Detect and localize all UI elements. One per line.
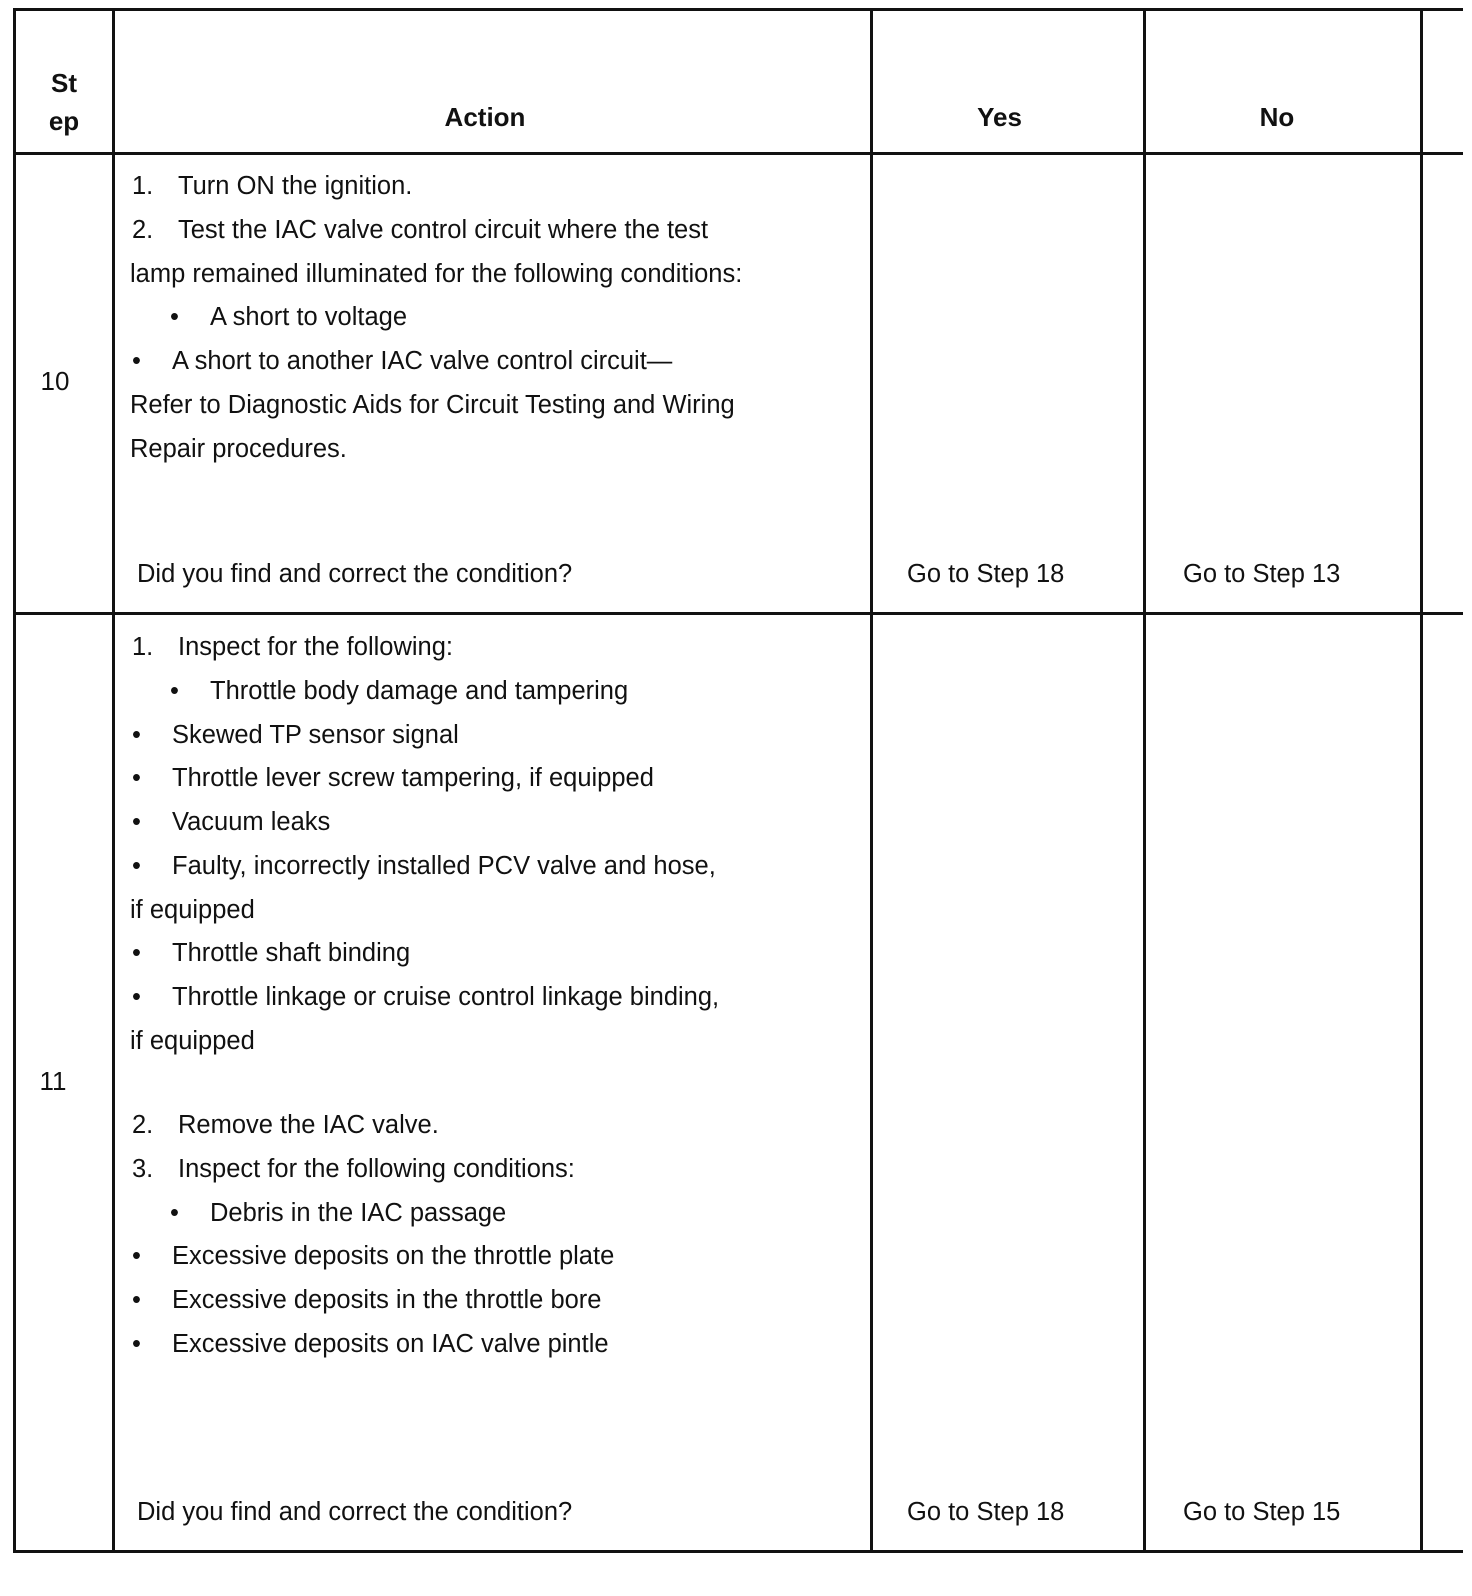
header-yes: Yes: [977, 102, 1022, 132]
action-line: [132, 1330, 609, 1359]
row-divider: [13, 612, 1463, 615]
bullet-marker: •: [132, 1286, 141, 1314]
question-text: Did you find and correct the condition?: [137, 1498, 573, 1526]
action-line: [132, 1155, 575, 1184]
bullet-marker: •: [170, 303, 179, 331]
action-line: [132, 216, 708, 245]
table-border-top: [13, 8, 1463, 11]
action-line: [170, 677, 628, 706]
header-step-line1: St: [51, 68, 77, 98]
bullet-marker: •: [132, 852, 141, 880]
bullet-marker: •: [132, 808, 141, 836]
list-marker: 3.: [132, 1155, 154, 1183]
action-line: [132, 983, 719, 1012]
bullet-marker: •: [132, 983, 141, 1011]
action-text: Test the IAC valve control circuit where the test: [178, 216, 709, 244]
bullet-marker: •: [132, 939, 141, 967]
list-marker: 1.: [132, 633, 154, 661]
header-step: [16, 64, 112, 140]
action-line: [132, 1111, 439, 1140]
action-line: [130, 1027, 255, 1056]
action-text: A short to voltage: [210, 303, 408, 331]
action-line: [132, 721, 459, 750]
action-text: Debris in the IAC passage: [210, 1199, 507, 1227]
bullet-marker: •: [132, 347, 141, 375]
yes-result: Go to Step 18: [907, 1498, 1065, 1526]
bullet-marker: •: [170, 1199, 179, 1227]
no-result: Go to Step 15: [1183, 1498, 1341, 1526]
action-line: [132, 347, 672, 376]
action-text: Turn ON the ignition.: [178, 172, 413, 200]
action-text: Faulty, incorrectly installed PCV valve and hose,: [172, 852, 716, 880]
action-line: [130, 896, 255, 925]
action-line: [130, 260, 742, 289]
action-text: Throttle body damage and tampering: [210, 677, 629, 705]
action-text: Excessive deposits on the throttle plate: [172, 1242, 615, 1270]
bullet-marker: •: [132, 764, 141, 792]
action-line: [132, 172, 412, 201]
action-text: Inspect for the following conditions:: [178, 1155, 575, 1183]
bullet-marker: •: [170, 677, 179, 705]
col-divider-action: [870, 8, 873, 1553]
action-text: if equipped: [130, 1027, 255, 1055]
header-action: Action: [444, 102, 526, 132]
action-line: [130, 391, 735, 420]
action-line: [132, 1242, 614, 1271]
action-line: [170, 1199, 506, 1228]
col-divider-yes: [1143, 8, 1146, 1553]
list-marker: 2.: [132, 216, 154, 244]
action-line: [170, 303, 407, 332]
col-divider-step: [112, 8, 115, 1553]
action-line: [132, 852, 716, 881]
action-line: [132, 1286, 601, 1315]
question-text: Did you find and correct the condition?: [137, 560, 573, 588]
action-text: Vacuum leaks: [172, 808, 331, 836]
action-text: A short to another IAC valve control circuit—: [172, 347, 673, 375]
action-text: Skewed TP sensor signal: [172, 721, 459, 749]
list-marker: 1.: [132, 172, 154, 200]
action-line: [132, 939, 410, 968]
bullet-marker: •: [132, 721, 141, 749]
header-step-line2: ep: [48, 106, 80, 136]
yes-result: Go to Step 18: [907, 560, 1065, 588]
no-result: Go to Step 13: [1183, 560, 1341, 588]
table-border-bottom: [13, 1550, 1463, 1553]
action-text: Excessive deposits on IAC valve pintle: [172, 1330, 609, 1358]
table-border-left: [13, 8, 16, 1553]
action-text: Refer to Diagnostic Aids for Circuit Testing and Wiring: [130, 391, 735, 419]
action-text: Throttle linkage or cruise control linkage binding,: [172, 983, 720, 1011]
step-number: 11: [39, 1066, 67, 1096]
header-no: No: [1259, 102, 1295, 132]
bullet-marker: •: [132, 1330, 141, 1358]
action-text: if equipped: [130, 896, 255, 924]
bullet-marker: •: [132, 1242, 141, 1270]
action-text: Excessive deposits in the throttle bore: [172, 1286, 602, 1314]
action-line: [132, 808, 330, 837]
action-text: Repair procedures.: [130, 435, 347, 463]
step-number: 10: [40, 366, 70, 396]
action-line: [132, 633, 453, 662]
action-text: Remove the IAC valve.: [178, 1111, 439, 1139]
action-text: lamp remained illuminated for the following conditions:: [130, 260, 743, 288]
action-text: Throttle lever screw tampering, if equipped: [172, 764, 654, 792]
list-marker: 2.: [132, 1111, 154, 1139]
header-divider: [13, 152, 1463, 155]
table-border-right: [1420, 8, 1423, 1553]
action-line: [130, 435, 347, 464]
action-text: Inspect for the following:: [178, 633, 453, 661]
action-line: [132, 764, 654, 793]
action-text: Throttle shaft binding: [172, 939, 411, 967]
